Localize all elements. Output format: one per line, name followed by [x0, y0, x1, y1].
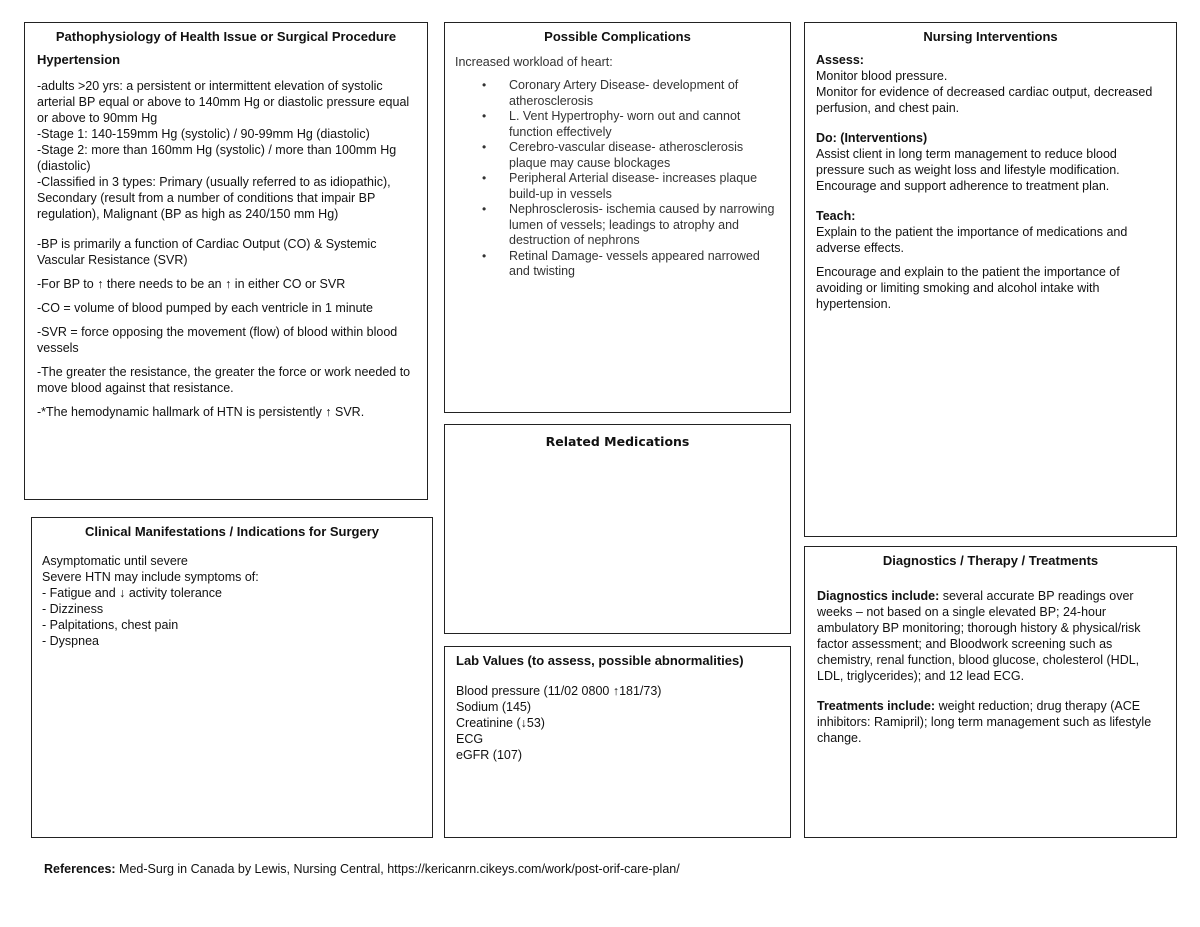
complications-title: Possible Complications	[544, 29, 691, 44]
medications-title: Related Medications	[545, 434, 690, 449]
stage1-text: -Stage 1: 140-159mm Hg (systolic) / 90-99mm Hg (diastolic)	[37, 127, 370, 141]
treatments-paragraph	[817, 698, 1166, 746]
manifestation-line: - Dyspnea	[42, 634, 99, 648]
bp-function-text: -BP is primarily a function of Cardiac Output (CO) & Systemic Vascular Resistance (SVR)	[37, 237, 377, 267]
manifestation-line: Asymptomatic until severe	[42, 554, 188, 568]
health-issue-heading: Hypertension	[37, 52, 121, 67]
references-text: Med-Surg in Canada by Lewis, Nursing Central, https://kericanrn.cikeys.com/work/post-orif-care-plan/	[115, 862, 680, 876]
assess-label: Assess:	[816, 53, 864, 67]
pathophysiology-title: Pathophysiology of Health Issue or Surgical Procedure	[55, 29, 397, 44]
lab-line: ECG	[456, 732, 484, 746]
bp-increase-text: -For BP to ↑ there needs to be an ↑ in either CO or SVR	[37, 277, 346, 291]
references	[44, 862, 680, 876]
diagnostics-title: Diagnostics / Therapy / Treatments	[882, 553, 1099, 568]
complications-intro: Increased workload of heart:	[455, 55, 613, 69]
complications-box	[444, 22, 791, 413]
lab-values-title: Lab Values (to assess, possible abnormalities)	[456, 653, 744, 668]
lab-values-box	[444, 646, 791, 838]
lab-line: Blood pressure (11/02 0800 ↑181/73)	[456, 684, 662, 698]
hallmark-text: -*The hemodynamic hallmark of HTN is persistently ↑ SVR.	[37, 405, 365, 419]
references-label: References:	[44, 862, 116, 876]
pathophysiology-box	[24, 22, 428, 500]
classification-text: -Classified in 3 types: Primary (usually referred to as idiopathic), Secondary (result from a number of conditions that impair BP regulation), Malignant (BP as high as 240/150 mm Hg)	[37, 175, 391, 221]
co-definition-text: -CO = volume of blood pumped by each ventricle in 1 minute	[37, 301, 373, 315]
list-item: • Retinal Damage- vessels appeared narrowed and twisting	[509, 249, 780, 280]
interventions-title: Nursing Interventions	[923, 29, 1058, 44]
treatments-label: Treatments include:	[817, 699, 936, 713]
manifestation-line: Severe HTN may include symptoms of:	[42, 570, 259, 584]
teach-item: Encourage and explain to the patient the importance of avoiding or limiting smoking and alcohol intake with hypertension.	[816, 265, 1120, 311]
manifestation-line: - Palpitations, chest pain	[42, 618, 179, 632]
stage2-text: -Stage 2: more than 160mm Hg (systolic) / more than 100mm Hg (diastolic)	[37, 143, 397, 173]
manifestation-line: - Dizziness	[42, 602, 104, 616]
assess-item: Monitor blood pressure.	[816, 69, 948, 83]
list-item: • Peripheral Arterial disease- increases plaque build-up in vessels	[509, 171, 780, 202]
diagnostics-label: Diagnostics include:	[817, 589, 940, 603]
resistance-text: -The greater the resistance, the greater the force or work needed to move blood against that resistance.	[37, 365, 411, 395]
svr-definition-text: -SVR = force opposing the movement (flow) of blood within blood vessels	[37, 325, 398, 355]
teach-label: Teach:	[816, 209, 856, 223]
lab-line: eGFR (107)	[456, 748, 522, 762]
list-item: • L. Vent Hypertrophy- worn out and cannot function effectively	[509, 109, 780, 140]
list-item: • Cerebro-vascular disease- atherosclerosis plaque may cause blockages	[509, 140, 780, 171]
diagnostics-text: several accurate BP readings over weeks – not based on a single elevated BP; 24-hour ambulatory BP monitoring; thorough history & physical/risk factor assessment; and Bloodwork screening such as chemistry, renal function, blood glucose, cholesterol (HDL, LDL, triglycerides); and 12 lead ECG.	[817, 589, 1141, 683]
lab-line: Sodium (145)	[456, 700, 532, 714]
manifestations-title: Clinical Manifestations / Indications for Surgery	[85, 524, 379, 539]
treatments-text: weight reduction; drug therapy (ACE inhibitors: Ramipril); long term management such as lifestyle change.	[817, 699, 1152, 745]
list-item: • Coronary Artery Disease- development of atherosclerosis	[509, 78, 780, 109]
definition-text: -adults >20 yrs: a persistent or intermittent elevation of systolic arterial BP equal or above to 140mm Hg or diastolic pressure equal or above to 90mm Hg	[37, 79, 410, 125]
list-item: • Nephrosclerosis- ischemia caused by narrowing lumen of vessels; leadings to atrophy and destruction of nephrons	[509, 202, 780, 249]
lab-line: Creatinine (↓53)	[456, 716, 545, 730]
diagnostics-box	[804, 546, 1177, 838]
complications-list	[455, 78, 780, 280]
teach-item: Explain to the patient the importance of medications and adverse effects.	[816, 225, 1128, 255]
interventions-box	[804, 22, 1177, 537]
do-item: Encourage and support adherence to treatment plan.	[816, 179, 1110, 193]
diagnostics-paragraph	[817, 588, 1166, 684]
assess-item: Monitor for evidence of decreased cardiac output, decreased perfusion, and chest pain.	[816, 85, 1153, 115]
manifestation-line: - Fatigue and ↓ activity tolerance	[42, 586, 222, 600]
medications-box	[444, 424, 791, 634]
do-label: Do: (Interventions)	[816, 131, 928, 145]
do-item: Assist client in long term management to reduce blood pressure such as weight loss and lifestyle modification.	[816, 147, 1120, 177]
manifestations-box	[31, 517, 433, 838]
